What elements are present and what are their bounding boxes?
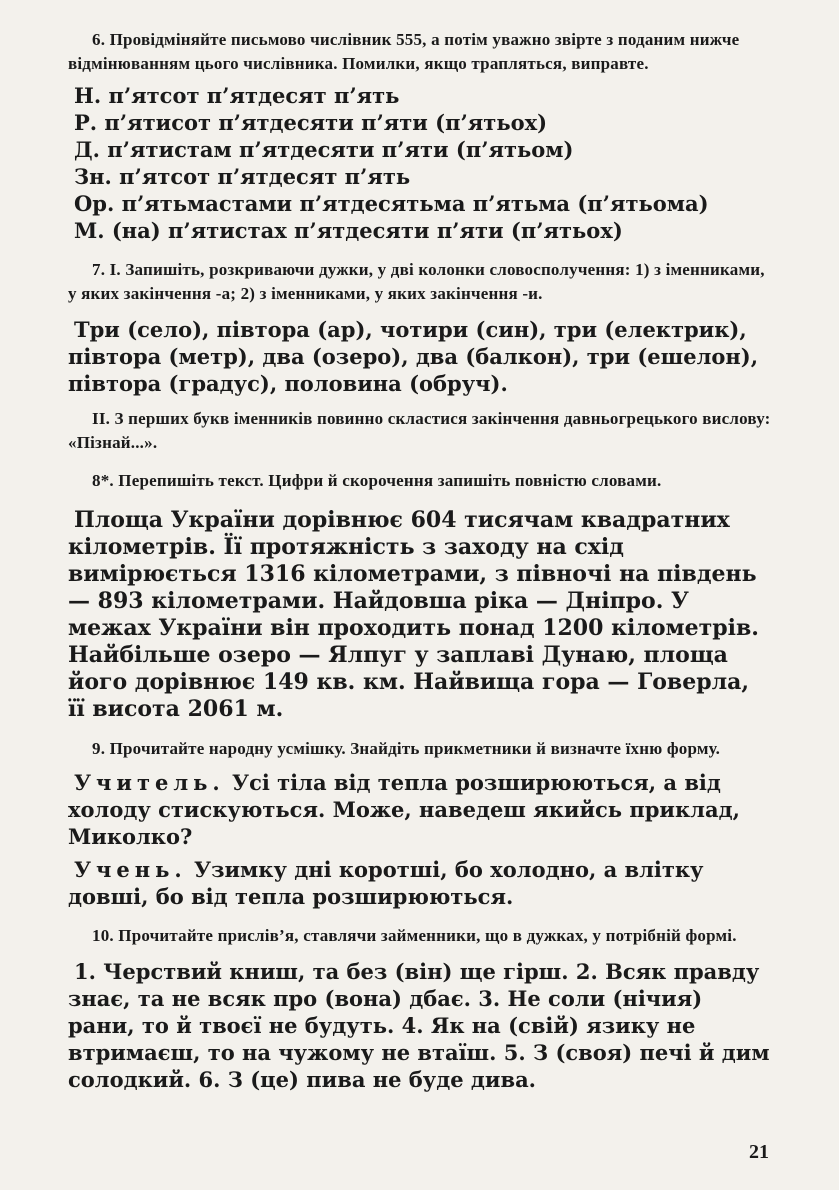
exercise-8-passage: Площа України дорівнює 604 тисячам квадратних кілометрів. Її протяжність з заходу на схід вимірюється 1316 кілометрами, з півночі на південь — 893 кілометрами. Найдовша ріка — Дніпро. У межах України він проходить понад 1200 кілометрів. Найбільше озеро — Ялпуг у заплаві Дунаю, площа його дорівнює 149 кв. км. Найвища гора — Говерла, її висота 2061 м. [68,507,759,722]
exercise-10-instruction: 10. Прочитайте прислів’я, ставлячи займенники, що в дужках, у потрібній формі. [92,926,737,945]
exercise-7-part2: II. З перших букв іменників повинно скластися закінчення давньогрецького вислову: «Пізнай...». [68,409,771,452]
teacher-line: Усі тіла від тепла розширюються, а від холоду стискуються. Може, наведеш якийсь приклад, Миколко? [68,770,740,849]
declension-table [74,82,771,244]
declension-row: Р. п’ятисот п’ятдесяти п’яти (п’ятьох) [74,110,548,135]
exercise-10-proverbs: 1. Черствий книш, та без (він) ще гірш. 2. Всяк правду знає, та не всяк про (вона) дбає. 3. Не соли (нічия) рани, то й твоєї не будуть. 4. Як на (свій) язику не втримаєш, то на чужому не втаїш. 5. З (своя) печі й дим солодкий. 6. З (це) пива не буде дива. [68,959,770,1092]
exercise-6-instruction: 6. Провідміняйте письмово числівник 555, а потім уважно звірте з поданим нижче відмінюванням цього числівника. Помилки, якщо трапляться, виправте. [68,30,740,73]
declension-row: Зн. п’ятсот п’ятдесят п’ять [74,164,411,189]
exercise-9-instruction: 9. Прочитайте народну усмішку. Знайдіть прикметники й визначте їхню форму. [92,739,721,758]
declension-row: Ор. п’ятьмастами п’ятдесятьма п’ятьма (п’ятьома) [74,191,709,216]
declension-row: Н. п’ятсот п’ятдесят п’ять [74,83,400,108]
teacher-label: Учитель. [74,770,225,795]
student-label: Учень. [74,857,187,882]
declension-row: Д. п’ятистам п’ятдесяти п’яти (п’ятьом) [74,137,574,162]
exercise-8-instruction: 8*. Перепишіть текст. Цифри й скорочення запишіть повністю словами. [92,471,662,490]
declension-row: М. (на) п’ятистах п’ятдесяти п’яти (п’ятьох) [74,218,623,243]
exercise-9-teacher [68,769,771,850]
page-number: 21 [749,1141,769,1163]
exercise-9-student [68,856,771,910]
student-line: Узимку дні коротші, бо холодно, а влітку довші, бо від тепла розширюються. [68,857,704,909]
exercise-7-words: Три (село), півтора (ар), чотири (син), три (електрик), півтора (метр), два (озеро), два (балкон), три (ешелон), півтора (градус), половина (обруч). [68,317,759,396]
exercise-7-instruction: 7. І. Запишіть, розкриваючи дужки, у дві колонки словосполучення: 1) з іменниками, у яких закінчення -а; 2) з іменниками, у яких закінчення -и. [68,260,765,303]
